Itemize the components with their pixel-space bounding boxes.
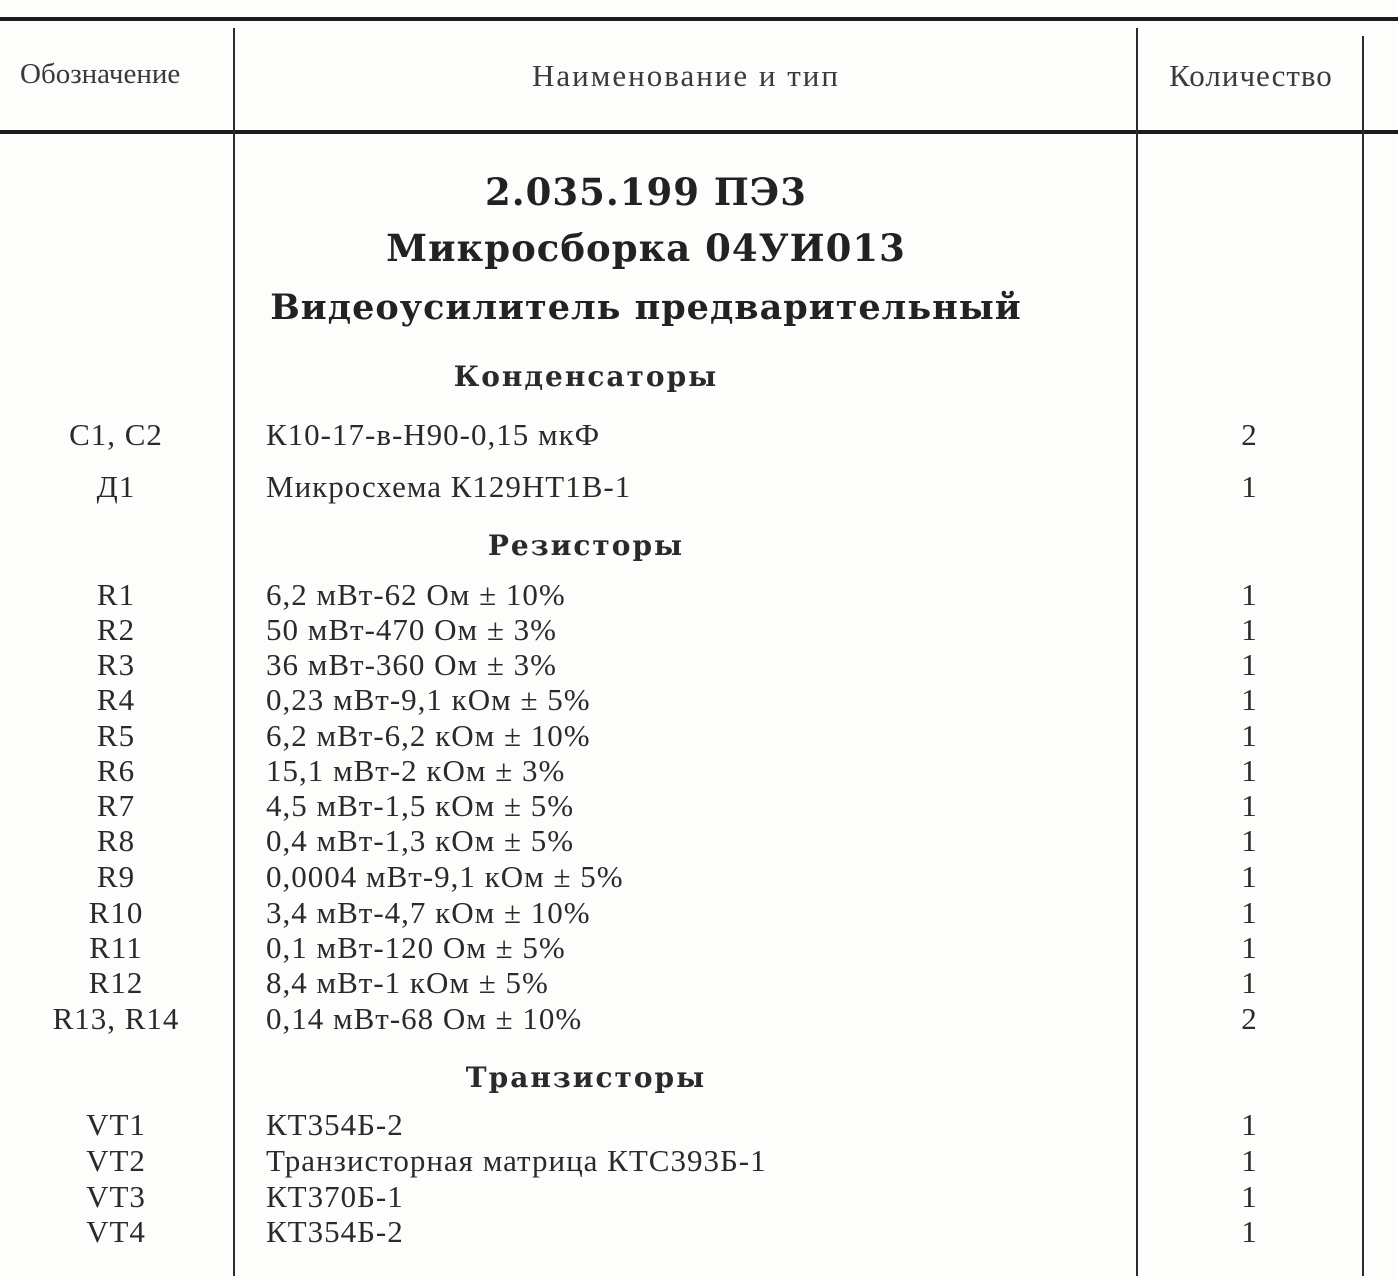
row-quantity: 1 <box>1241 647 1257 682</box>
row-designation: R9 <box>96 859 136 894</box>
row-name: К10-17-в-Н90-0,15 мкФ <box>266 417 601 452</box>
row-quantity: 1 <box>1241 1143 1257 1178</box>
row-quantity: 1 <box>1241 930 1257 965</box>
row-designation: R8 <box>96 823 136 858</box>
row-quantity: 1 <box>1241 469 1257 504</box>
row-name: 50 мВт-470 Ом ± 3% <box>266 612 558 647</box>
row-quantity: 1 <box>1241 1214 1257 1249</box>
table-row <box>0 719 1398 753</box>
row-designation: R7 <box>96 788 136 823</box>
row-name: 4,5 мВт-1,5 кОм ± 5% <box>266 788 575 823</box>
row-quantity: 1 <box>1241 612 1257 647</box>
table-row <box>0 931 1398 965</box>
assembly-description: Видеоусилитель предварительный <box>270 287 1022 328</box>
table-row <box>0 1108 1398 1142</box>
table-row <box>0 418 1398 452</box>
row-name: 0,4 мВт-1,3 кОм ± 5% <box>266 823 575 858</box>
row-designation: R1 <box>96 577 136 612</box>
row-designation: VT2 <box>86 1143 146 1178</box>
table-row <box>0 683 1398 717</box>
top-rule <box>0 17 1398 21</box>
row-quantity: 2 <box>1241 417 1257 452</box>
row-designation: R4 <box>96 682 136 717</box>
row-name: Транзисторная матрица КТС393Б-1 <box>266 1143 767 1178</box>
row-quantity: 1 <box>1241 753 1257 788</box>
row-designation: R6 <box>96 753 136 788</box>
row-name: КТ370Б-1 <box>266 1179 404 1214</box>
row-designation: VT4 <box>86 1214 146 1249</box>
row-quantity: 1 <box>1241 1179 1257 1214</box>
row-name: 0,0004 мВт-9,1 кОм ± 5% <box>266 859 624 894</box>
row-quantity: 1 <box>1241 718 1257 753</box>
header-name: Наименование и тип <box>532 58 840 93</box>
table-row <box>0 1215 1398 1249</box>
assembly-title: Микросборка 04УИ013 <box>386 226 906 270</box>
document-code: 2.035.199 ПЭ3 <box>485 170 807 214</box>
table-row <box>0 1144 1398 1178</box>
row-name: 36 мВт-360 Ом ± 3% <box>266 647 558 682</box>
header-quantity: Количество <box>1169 58 1333 93</box>
row-name: 15,1 мВт-2 кОм ± 3% <box>266 753 566 788</box>
row-name: КТ354Б-2 <box>266 1214 404 1249</box>
row-designation: R11 <box>89 930 143 965</box>
row-quantity: 2 <box>1241 1001 1257 1036</box>
row-designation: VT3 <box>86 1179 146 1214</box>
row-designation: C1, C2 <box>69 417 163 452</box>
row-name: 0,23 мВт-9,1 кОм ± 5% <box>266 682 591 717</box>
row-designation: R13, R14 <box>52 1001 180 1036</box>
row-quantity: 1 <box>1241 965 1257 1000</box>
table-row <box>0 1180 1398 1214</box>
table-row <box>0 578 1398 612</box>
section-capacitors: Конденсаторы <box>453 360 719 393</box>
row-name: 6,2 мВт-62 Ом ± 10% <box>266 577 566 612</box>
table-row <box>0 1002 1398 1036</box>
table-row <box>0 789 1398 823</box>
header-rule <box>0 130 1398 134</box>
section-resistors: Резисторы <box>487 529 685 562</box>
row-quantity: 1 <box>1241 682 1257 717</box>
row-name: 0,1 мВт-120 Ом ± 5% <box>266 930 566 965</box>
table-row <box>0 966 1398 1000</box>
row-designation: R5 <box>96 718 136 753</box>
table-row <box>0 754 1398 788</box>
table-row <box>0 648 1398 682</box>
row-name: КТ354Б-2 <box>266 1107 404 1142</box>
row-quantity: 1 <box>1241 577 1257 612</box>
row-designation: R2 <box>96 612 136 647</box>
row-designation: R12 <box>88 965 144 1000</box>
row-name: Микросхема К129НТ1В-1 <box>266 469 632 504</box>
row-quantity: 1 <box>1241 895 1257 930</box>
row-quantity: 1 <box>1241 823 1257 858</box>
row-designation: Д1 <box>96 469 136 504</box>
row-designation: VT1 <box>86 1107 146 1142</box>
row-quantity: 1 <box>1241 1107 1257 1142</box>
table-row <box>0 824 1398 858</box>
row-name: 3,4 мВт-4,7 кОм ± 10% <box>266 895 591 930</box>
row-quantity: 1 <box>1241 788 1257 823</box>
row-designation: R3 <box>96 647 136 682</box>
header-designation: Обозначение <box>20 58 181 90</box>
table-row <box>0 613 1398 647</box>
table-row <box>0 896 1398 930</box>
row-designation: R10 <box>88 895 144 930</box>
row-name: 0,14 мВт-68 Ом ± 10% <box>266 1001 583 1036</box>
row-quantity: 1 <box>1241 859 1257 894</box>
row-name: 8,4 мВт-1 кОм ± 5% <box>266 965 549 1000</box>
table-row <box>0 860 1398 894</box>
row-name: 6,2 мВт-6,2 кОм ± 10% <box>266 718 591 753</box>
section-transistors: Транзисторы <box>465 1061 707 1094</box>
table-row <box>0 470 1398 504</box>
